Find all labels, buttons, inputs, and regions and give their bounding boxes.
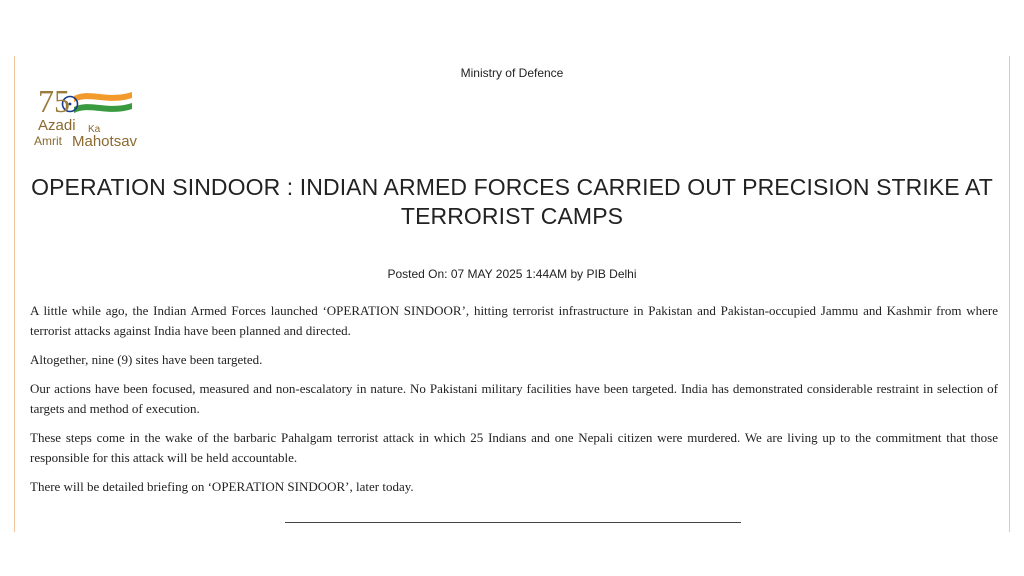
logo-75-flag-graphic: [34, 82, 164, 122]
ministry-name: Ministry of Defence: [460, 66, 564, 80]
logo-75-text: 75: [38, 83, 70, 119]
body-paragraph: A little while ago, the Indian Armed Forces launched ‘OPERATION SINDOOR’, hitting terrorist infrastructure in Pakistan and Pakistan-occupied Jammu and Kashmir from where terrorist attacks against India have been planned and directed.: [30, 303, 998, 338]
release-body: [30, 301, 998, 506]
body-paragraph: Altogether, nine (9) sites have been targeted.: [30, 352, 263, 367]
body-paragraph: There will be detailed briefing on ‘OPERATION SINDOOR’, later today.: [30, 479, 414, 494]
logo-mahotsav-text: Mahotsav: [72, 133, 138, 150]
logo-amrit-text: Amrit: [34, 134, 62, 148]
body-paragraph: These steps come in the wake of the barbaric Pahalgam terrorist attack in which 25 Indians and one Nepali citizen were murdered. We are living up to the commitment that those responsible for this attack will be held accountable.: [30, 430, 998, 465]
azadi-ka-amrit-mahotsav-logo: [34, 82, 164, 154]
logo-azadi-text: Azadi: [38, 117, 76, 134]
logo-ka-text: Ka: [88, 124, 101, 135]
posted-on-line: Posted On: 07 MAY 2025 1:44AM by PIB Delhi: [387, 267, 637, 281]
release-title: OPERATION SINDOOR : INDIAN ARMED FORCES CARRIED OUT PRECISION STRIKE AT TERRORIST CAMPS: [31, 174, 993, 229]
body-paragraph: Our actions have been focused, measured and non-escalatory in nature. No Pakistani military facilities have been targeted. India has demonstrated considerable restraint in selection of targets and method of execution.: [30, 381, 998, 416]
end-divider: [285, 522, 741, 523]
